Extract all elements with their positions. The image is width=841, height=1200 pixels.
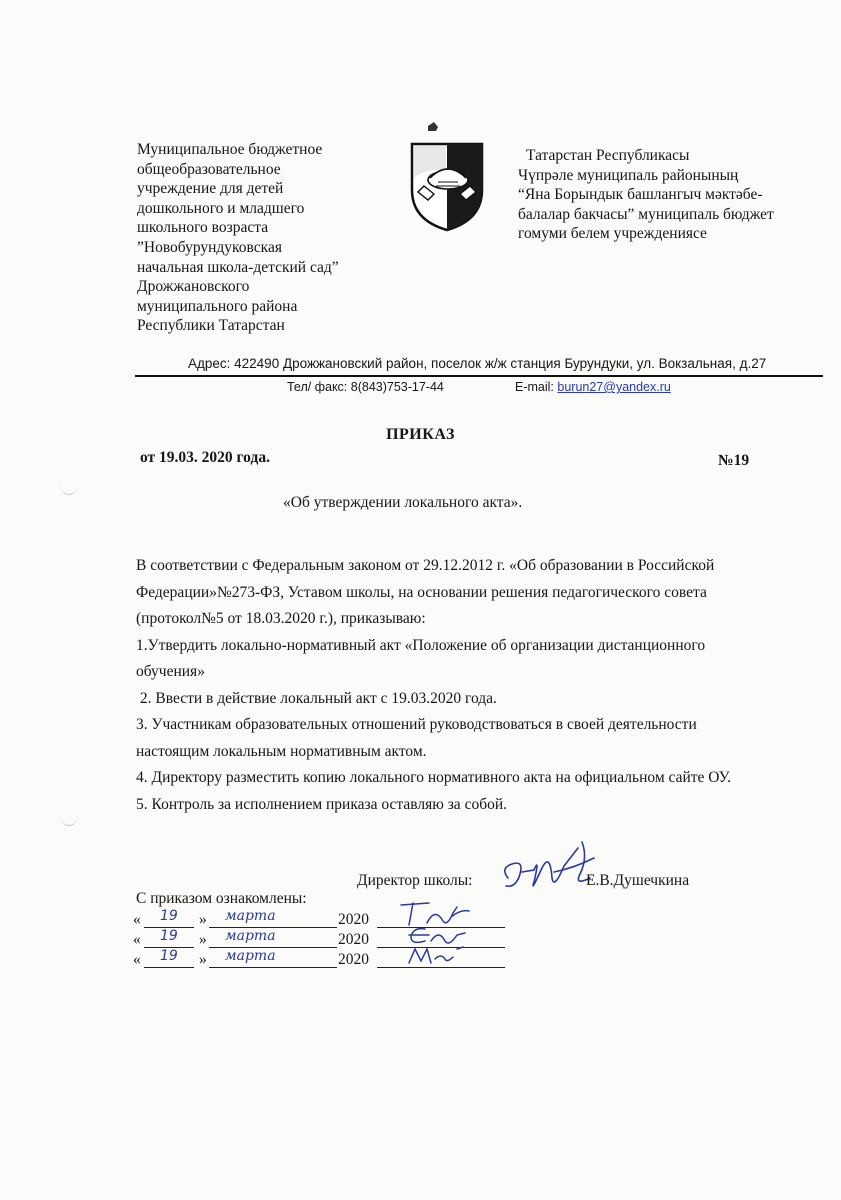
body-line: 5. Контроль за исполнением приказа оставляю за собой. [136, 795, 508, 813]
org-line: начальная школа-детский сад” [137, 258, 339, 276]
month-handwritten: марта [225, 908, 276, 924]
org-line: школьного возраста [137, 219, 269, 237]
staff-signature-icon [405, 943, 475, 969]
body-line: Федерации»№273-ФЗ, Уставом школы, на основании решения педагогического совета [136, 583, 707, 601]
day-underline [144, 967, 194, 968]
day-handwritten: 19 [160, 928, 178, 944]
document-title: ПРИКАЗ [386, 426, 455, 443]
acknowledgement-label: С приказом ознакомлены: [136, 890, 307, 907]
year: 2020 [338, 951, 369, 968]
month-handwritten: марта [225, 928, 276, 944]
order-subject: «Об утверждении локального акта». [283, 494, 523, 511]
org-line: муниципального района [137, 297, 298, 315]
organization-name-tatar [518, 146, 774, 244]
order-number: №19 [718, 452, 750, 469]
order-body [136, 553, 731, 818]
header-divider [135, 375, 823, 377]
coat-of-arms-icon [404, 122, 490, 232]
signatory-name: Е.В.Душечкина [586, 872, 690, 889]
phone-fax: Тел/ факс: 8(843)753-17-44 [287, 380, 444, 394]
org-line: Чүпрәле муниципаль районының [518, 166, 739, 184]
director-signature-icon [494, 838, 614, 900]
body-line: (протокол№5 от 18.03.2020 г.), приказываю: [136, 610, 426, 627]
open-quote: « [133, 931, 141, 948]
scan-punch-mark [60, 474, 78, 495]
org-line: учреждение для детей [137, 180, 284, 198]
signatory-position: Директор школы: [357, 872, 473, 889]
body-line: 4. Директору разместить копию локального нормативного акта на официальном сайте ОУ. [136, 769, 731, 786]
body-line: обучения» [136, 663, 205, 680]
open-quote: « [133, 911, 141, 928]
month-handwritten: марта [225, 948, 276, 964]
month-underline [209, 967, 337, 968]
organization-name-russian [137, 140, 339, 336]
body-line: 2. Ввести в действие локальный акт с 19.03.2020 года. [136, 689, 497, 707]
body-line: 1.Утвердить локально-нормативный акт «Положение об организации дистанционного [136, 636, 706, 654]
org-line: Дрожжановского [137, 278, 250, 296]
org-line: балалар бакчасы” муниципаль бюджет [518, 205, 774, 223]
scan-punch-mark [60, 805, 78, 826]
body-line: 3. Участникам образовательных отношений руководствоваться в своей деятельности [136, 716, 697, 733]
day-handwritten: 19 [160, 948, 178, 964]
address: Адрес: 422490 Дрожжановский район, поселок ж/ж станция Бурундуки, ул. Вокзальная, д.27 [188, 356, 767, 371]
org-line: ”Новобурундуковская [137, 238, 282, 256]
org-line: “Яна Борындык башлангыч мәктәбе- [518, 186, 763, 204]
email-block [515, 380, 671, 394]
close-quote: » [199, 931, 207, 948]
body-line: настоящим локальным нормативным актом. [136, 742, 427, 760]
org-line: гомуми белем учреждениясе [518, 225, 707, 243]
org-line: общеобразовательное [137, 160, 281, 178]
org-line: дошкольного и младшего [137, 199, 305, 217]
year: 2020 [338, 911, 369, 928]
close-quote: » [199, 911, 207, 928]
day-handwritten: 19 [160, 908, 178, 924]
email-label: E-mail: [515, 380, 558, 394]
open-quote: « [133, 951, 141, 968]
org-line: Муниципальное бюджетное [137, 141, 323, 158]
email-link[interactable]: burun27@yandex.ru [557, 380, 671, 394]
close-quote: » [199, 951, 207, 968]
order-date: от 19.03. 2020 года. [140, 449, 270, 466]
org-line: Республики Татарстан [137, 317, 285, 335]
body-line: В соответствии с Федеральным законом от 29.12.2012 г. «Об образовании в Российской [136, 557, 715, 574]
year: 2020 [338, 931, 369, 948]
org-line: Татарстан Республикасы [526, 147, 690, 164]
